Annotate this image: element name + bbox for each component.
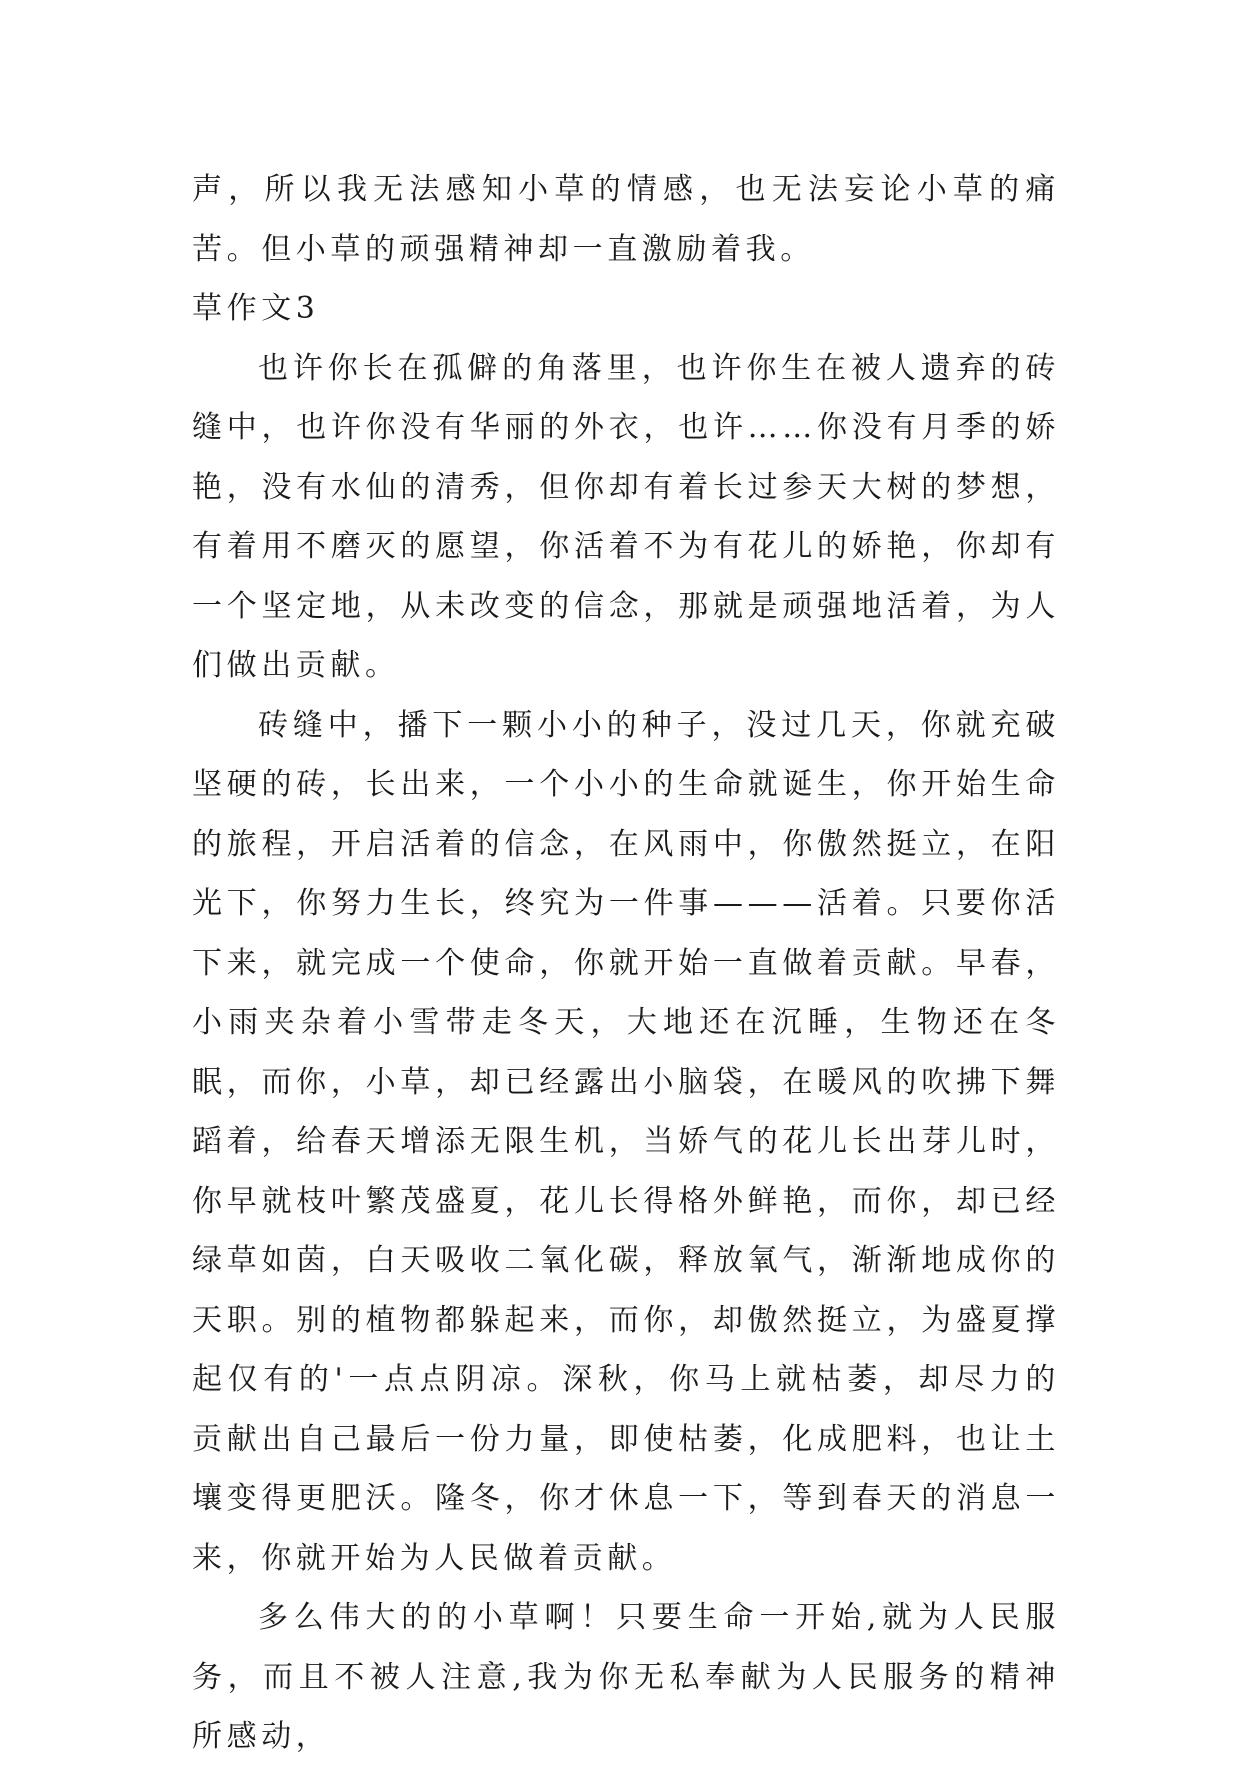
paragraph-3: 多么伟大的的小草啊！只要生命一开始,就为人民服务，而且不被人注意,我为你无私奉献为人民服务的精神所感动，: [192, 1600, 1060, 1754]
continuation-paragraph: 声，所以我无法感知小草的情感，也无法妄论小草的痛苦。但小草的顽强精神却一直激励着我。: [192, 172, 1060, 267]
paragraph-2: 砖缝中，播下一颗小小的种子，没过几天，你就充破坚硬的砖，长出来，一个小小的生命就诞生，你开始生命的旅程，开启活着的信念，在风雨中，你傲然挺立，在阳光下，你努力生长，终究为一件事———活着。只要你活下来，就完成一个使命，你就开始一直做着贡献。早春，小雨夹杂着小雪带走冬天，大地还在沉睡，生物还在冬眠，而你，小草，却已经露出小脑袋，在暖风的吹拂下舞蹈着，给春天增添无限生机，当娇气的花儿长出芽儿时，你早就枝叶繁茂盛夏，花儿长得格外鲜艳，而你，却已经绿草如茵，白天吸收二氧化碳，释放氧气，渐渐地成你的天职。别的植物都躲起来，而你，却傲然挺立，为盛夏撑起仅有的'一点点阴凉。深秋，你马上就枯萎，却尽力的贡献出自己最后一份力量，即使枯萎，化成肥料，也让土壤变得更肥沃。隆冬，你才休息一下，等到春天的消息一来，你就开始为人民做着贡献。: [192, 707, 1060, 1576]
paragraph-1: 也许你长在孤僻的角落里，也许你生在被人遗弃的砖缝中，也许你没有华丽的外衣，也许……你没有月季的娇艳，没有水仙的清秀，但你却有着长过参天大树的梦想，有着用不磨灭的愿望，你活着不为有花儿的娇艳，你却有一个坚定地，从未改变的信念，那就是顽强地活着，为人们做出贡献。: [192, 350, 1060, 683]
document-body: [192, 160, 1060, 1767]
section-title: 草作文3: [192, 291, 320, 326]
